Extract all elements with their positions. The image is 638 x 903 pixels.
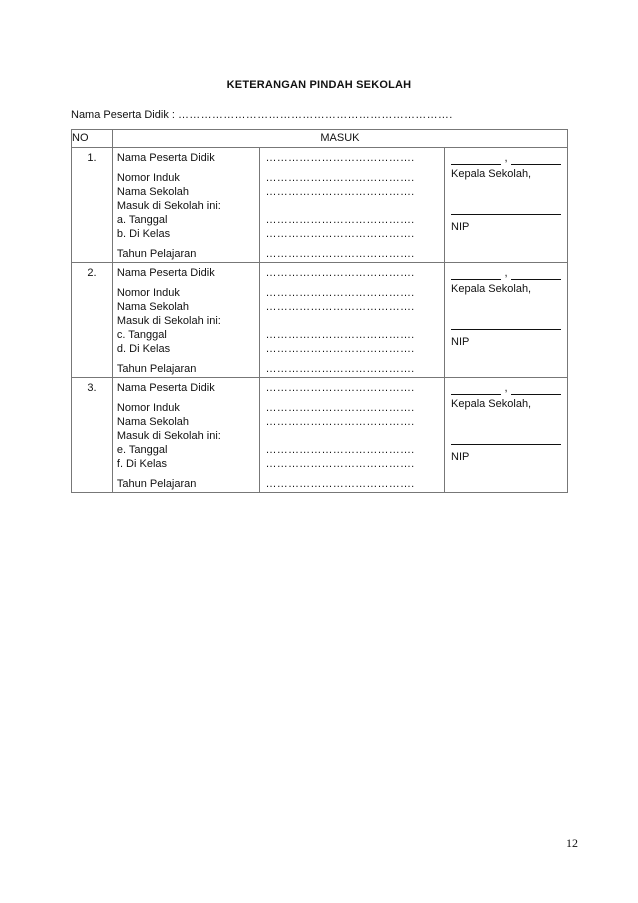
label-kelas: b. Di Kelas (116, 228, 171, 240)
table-header-row (72, 130, 568, 148)
label-tanggal: e. Tanggal (116, 444, 168, 456)
table-row (72, 378, 568, 493)
field-kelas[interactable]: …………………………………. (265, 228, 415, 240)
student-name-line (71, 109, 453, 121)
student-name-field[interactable]: ………………………………………………………………. (178, 109, 453, 121)
field-tanggal[interactable]: …………………………………. (265, 214, 415, 226)
field-tanggal[interactable]: …………………………………. (265, 329, 415, 341)
field-nama[interactable]: …………………………………. (265, 267, 415, 279)
signature-line[interactable] (451, 329, 561, 330)
row-labels (112, 148, 259, 263)
table-row (72, 263, 568, 378)
field-tanggal[interactable]: …………………………………. (265, 444, 415, 456)
nip-label: NIP (451, 221, 470, 233)
label-nomor-induk: Nomor Induk (116, 172, 180, 184)
label-masuk: Masuk di Sekolah ini: (116, 315, 221, 327)
row-labels (112, 378, 259, 493)
row-fields (259, 148, 444, 263)
row-labels (112, 263, 259, 378)
label-kelas: f. Di Kelas (116, 458, 168, 470)
student-name-label: Nama Peserta Didik : (71, 109, 175, 121)
header-no: NO (72, 130, 113, 148)
nip-label: NIP (451, 451, 470, 463)
label-tanggal: a. Tanggal (116, 214, 168, 226)
field-tahun[interactable]: …………………………………. (265, 478, 415, 490)
row-fields (259, 263, 444, 378)
field-tahun[interactable]: …………………………………. (265, 363, 415, 375)
page-number: 12 (566, 836, 578, 850)
signature-line[interactable] (451, 214, 561, 215)
row-number: 2. (72, 263, 113, 378)
signature-block (445, 378, 568, 493)
label-nama-sekolah: Nama Sekolah (116, 186, 190, 198)
field-kelas[interactable]: …………………………………. (265, 343, 415, 355)
label-tahun: Tahun Pelajaran (116, 478, 197, 490)
row-fields (259, 378, 444, 493)
row-number: 1. (72, 148, 113, 263)
label-nomor-induk: Nomor Induk (116, 287, 180, 299)
field-nomor-induk[interactable]: …………………………………. (265, 172, 415, 184)
label-nama: Nama Peserta Didik (116, 152, 215, 164)
field-tahun[interactable]: …………………………………. (265, 248, 415, 260)
label-kelas: d. Di Kelas (116, 343, 171, 355)
label-nama: Nama Peserta Didik (116, 382, 215, 394)
label-tanggal: c. Tanggal (116, 329, 167, 341)
field-nama-sekolah[interactable]: …………………………………. (265, 186, 415, 198)
field-nama[interactable]: …………………………………. (265, 382, 415, 394)
field-nomor-induk[interactable]: …………………………………. (265, 287, 415, 299)
principal-title: Kepala Sekolah, (451, 168, 532, 180)
table-row (72, 148, 568, 263)
principal-title: Kepala Sekolah, (451, 398, 532, 410)
place-date-line[interactable]: , (451, 151, 561, 165)
signature-block (445, 263, 568, 378)
header-masuk: MASUK (112, 130, 567, 148)
row-number: 3. (72, 378, 113, 493)
principal-title: Kepala Sekolah, (451, 283, 532, 295)
label-tahun: Tahun Pelajaran (116, 363, 197, 375)
signature-line[interactable] (451, 444, 561, 445)
nip-label: NIP (451, 336, 470, 348)
label-nama-sekolah: Nama Sekolah (116, 301, 190, 313)
place-date-line[interactable]: , (451, 381, 561, 395)
field-nama-sekolah[interactable]: …………………………………. (265, 416, 415, 428)
label-nama: Nama Peserta Didik (116, 267, 215, 279)
document-title: KETERANGAN PINDAH SEKOLAH (226, 79, 412, 91)
signature-block (445, 148, 568, 263)
field-kelas[interactable]: …………………………………. (265, 458, 415, 470)
transfer-table (71, 129, 568, 493)
field-nomor-induk[interactable]: …………………………………. (265, 402, 415, 414)
field-nama-sekolah[interactable]: …………………………………. (265, 301, 415, 313)
place-date-line[interactable]: , (451, 266, 561, 280)
label-nomor-induk: Nomor Induk (116, 402, 180, 414)
label-masuk: Masuk di Sekolah ini: (116, 200, 221, 212)
label-masuk: Masuk di Sekolah ini: (116, 430, 221, 442)
label-tahun: Tahun Pelajaran (116, 248, 197, 260)
field-nama[interactable]: …………………………………. (265, 152, 415, 164)
label-nama-sekolah: Nama Sekolah (116, 416, 190, 428)
